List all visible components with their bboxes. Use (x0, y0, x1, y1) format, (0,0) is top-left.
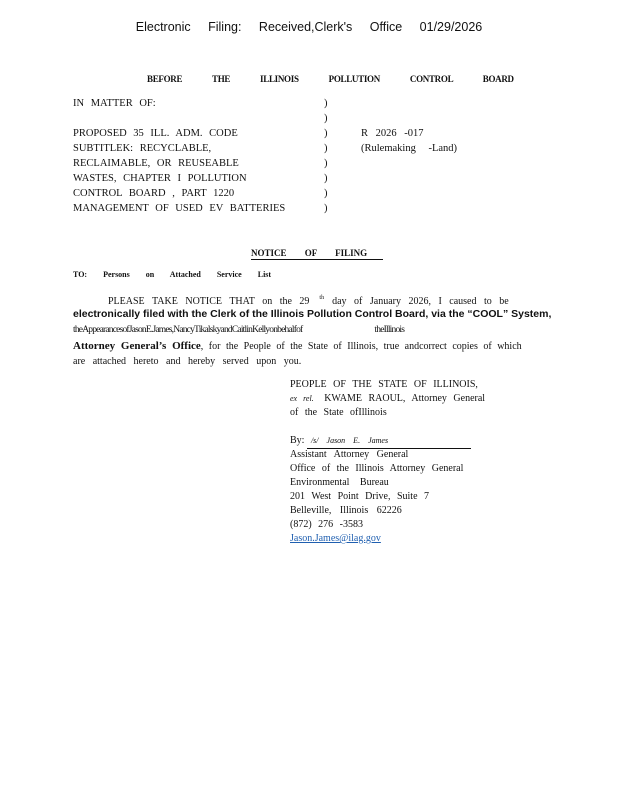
caption-paren: ) (324, 203, 328, 214)
party-line-3: of the State ofIllinois (290, 407, 387, 418)
caption-paren: ) (324, 128, 328, 139)
body-line-3 (73, 322, 404, 338)
party-line-1: PEOPLE OF THE STATE OF ILLINOIS, (290, 379, 478, 390)
docket-type: (Rulemaking -Land) (361, 143, 458, 154)
signer-email-link[interactable]: Jason.James@ilag.gov (290, 533, 381, 544)
body-line-3b: theIllinois (374, 325, 405, 335)
ordinal-suffix: th (319, 295, 325, 301)
caption-line-5: RECLAIMABLE, OR REUSEABLE (73, 158, 239, 169)
signer-title: Assistant Attorney General (290, 449, 409, 460)
caption-paren: ) (324, 158, 328, 169)
signer-address-2: Belleville, Illinois 62226 (290, 505, 402, 516)
party-ag: KWAME RAOUL, Attorney General (324, 393, 486, 404)
by-label: By: (290, 435, 305, 446)
to-line: TO: Persons on Attached Service List (73, 270, 272, 279)
board-heading (147, 74, 514, 84)
caption-line-4: SUBTITLEK: RECYCLABLE, (73, 143, 212, 154)
board-heading-text: BEFORE THE ILLINOIS POLLUTION CONTROL BOARD (147, 74, 514, 84)
docket-number: R 2026 -017 (361, 128, 424, 139)
ag-office: Attorney General’s Office (73, 340, 201, 352)
body-line-1b: day of January 2026, I caused to be (332, 296, 509, 307)
body-line-3a: theAppearancesofJasonE.James,NancyTikalskyandCaitlinKellyonbehalfof (73, 325, 303, 335)
caption-line-7: CONTROL BOARD , PART 1220 (73, 188, 235, 199)
signer-bureau: Environmental Bureau (290, 477, 389, 488)
caption-line-6: WASTES, CHAPTER I POLLUTION (73, 173, 247, 184)
signer-address-1: 201 West Point Drive, Suite 7 (290, 491, 430, 502)
body-line-5: are attached hereto and hereby served upon you. (73, 356, 302, 367)
notice-title: NOTICE OF FILING (251, 248, 383, 260)
body-line-4 (73, 338, 522, 355)
body-line-2: electronically filed with the Clerk of the Illinois Pollution Control Board, via the “COOL” System, (73, 308, 552, 320)
signer-phone: (872) 276 -3583 (290, 519, 363, 530)
caption-paren: ) (324, 188, 328, 199)
filing-stamp: Electronic Filing: Received,Clerk's Office 01/29/2026 (135, 20, 483, 34)
ex-rel: ex rel. (290, 394, 314, 403)
signature-line: /s/ Jason E. James (307, 434, 471, 449)
caption-line-1: IN MATTER OF: (73, 98, 156, 109)
party-line-2 (290, 392, 485, 406)
body-line-1a: PLEASE TAKE NOTICE THAT on the 29 (108, 296, 310, 307)
by-line (290, 434, 471, 449)
body-line-4b: , for the People of the State of Illinois, true andcorrect copies of which (200, 341, 522, 352)
caption-paren: ) (324, 173, 328, 184)
caption-line-3: PROPOSED 35 ILL. ADM. CODE (73, 128, 238, 139)
caption-paren: ) (324, 113, 328, 124)
caption-paren: ) (324, 98, 328, 109)
caption-paren: ) (324, 143, 328, 154)
signer-office: Office of the Illinois Attorney General (290, 463, 464, 474)
caption-line-8: MANAGEMENT OF USED EV BATTERIES (73, 203, 286, 214)
